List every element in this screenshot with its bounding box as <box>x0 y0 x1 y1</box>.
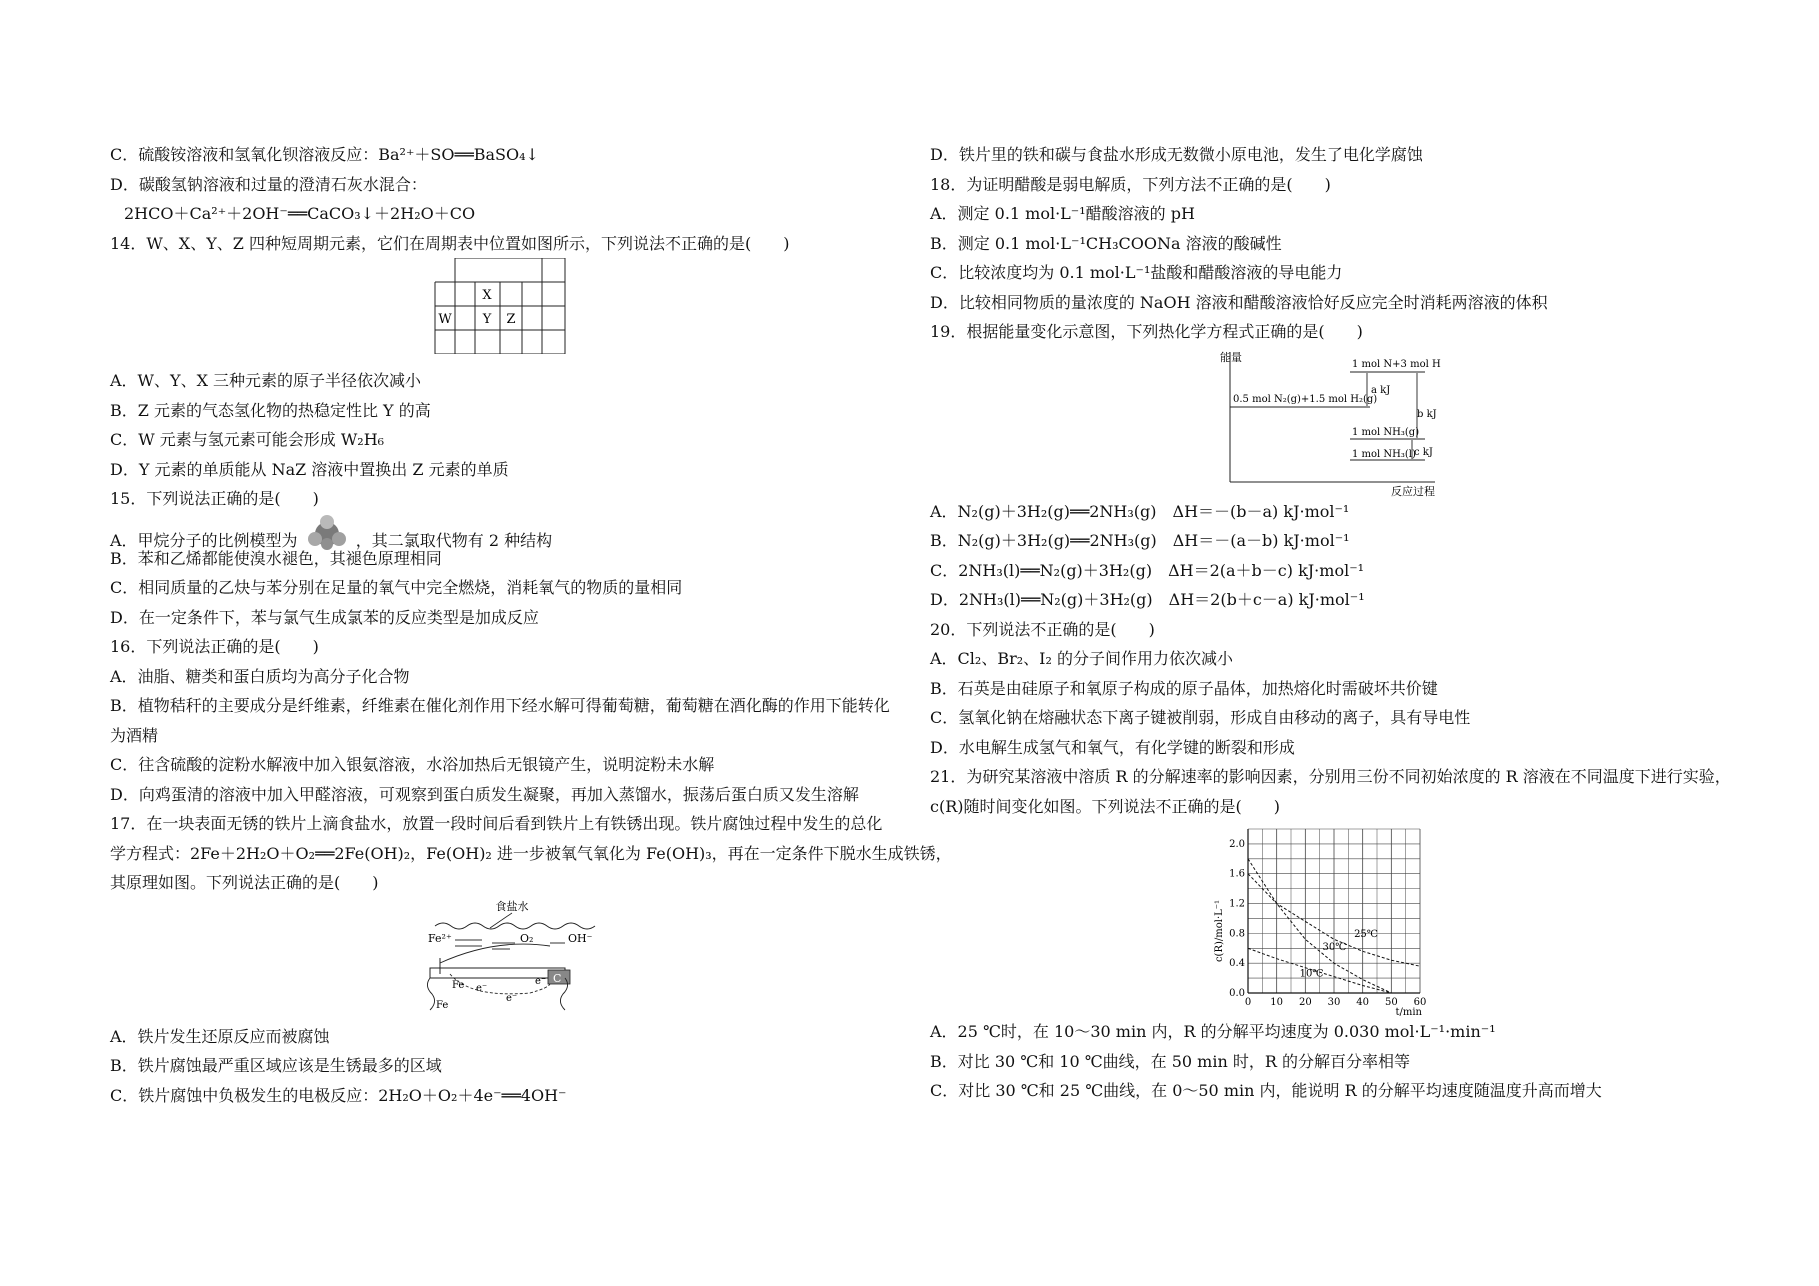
q15-option-a-text: A．甲烷分子的比例模型为 <box>110 530 298 550</box>
electron-label-1: e⁻ <box>476 982 488 994</box>
q17-option-d: D．铁片里的铁和碳与食盐水形成无数微小原电池，发生了电化学腐蚀 <box>930 145 1423 164</box>
q15-option-a-text-end: ，其二氯取代物有 2 种结构 <box>355 530 553 550</box>
q18-option-a: A．测定 0.1 mol·L⁻¹醋酸溶液的 pH <box>930 204 1195 223</box>
q19-energy-diagram <box>930 347 1730 497</box>
q21-concentration-chart <box>930 821 1730 1017</box>
q17-stem-3: 其原理如图。下列说法正确的是( ) <box>110 873 379 892</box>
level-liquid-label: 1 mol NH₃(l) <box>1352 448 1416 460</box>
element-y: Y <box>482 312 492 327</box>
q14-option-d: D．Y 元素的单质能从 NaZ 溶液中置换出 Z 元素的单质 <box>110 459 509 479</box>
level-mid-label: 0.5 mol N₂(g)+1.5 mol H₂(g) <box>1233 393 1378 405</box>
left-column <box>110 140 952 1110</box>
q17-option-a: A．铁片发生还原反应而被腐蚀 <box>110 1026 330 1046</box>
salt-water-label: 食盐水 <box>495 899 529 913</box>
level-gas-label: 1 mol NH₃(g) <box>1352 426 1420 438</box>
q15-option-b: B．苯和乙烯都能使溴水褪色，其褪色原理相同 <box>110 548 442 568</box>
q13-option-d: D．碳酸氢钠溶液和过量的澄清石灰水混合： <box>110 174 427 194</box>
q21-option-c: C．对比 30 ℃和 25 ℃曲线，在 0～50 min 内，能说明 R 的分解平均速度随温度升高而增大 <box>930 1081 1602 1100</box>
oh-label: OH⁻ <box>568 931 593 945</box>
electron-label-3: e⁻ <box>535 975 547 987</box>
concentration-time-chart <box>930 821 1730 1017</box>
x-tick-label: 0 <box>1244 997 1252 1008</box>
y-tick-label: 0.4 <box>1229 958 1245 970</box>
q15-stem: 15．下列说法正确的是( ) <box>110 489 319 508</box>
element-z: Z <box>506 312 516 327</box>
series-label: 25℃ <box>1354 929 1378 941</box>
x-tick-label: 10 <box>1270 997 1284 1008</box>
q19-stem: 19．根据能量变化示意图，下列热化学方程式正确的是( ) <box>930 322 1363 341</box>
electron-label-2: e⁻ <box>506 992 518 1004</box>
y-tick-label: 1.6 <box>1229 868 1245 880</box>
q21-option-b: B．对比 30 ℃和 10 ℃曲线，在 50 min 时，R 的分解百分率相等 <box>930 1051 1410 1071</box>
x-tick-label: 50 <box>1384 997 1398 1008</box>
q18-stem: 18．为证明醋酸是弱电解质，下列方法不正确的是( ) <box>930 174 1331 194</box>
fe2-ion-label: Fe²⁺ <box>428 931 452 945</box>
q14-option-a: A．W、Y、X 三种元素的原子半径依次减小 <box>110 371 422 390</box>
q17-corrosion-figure <box>110 898 910 1016</box>
y-tick-label: 1.2 <box>1229 898 1245 910</box>
y-tick-label: 0.0 <box>1229 988 1245 999</box>
y-tick-label: 0.8 <box>1229 928 1245 940</box>
o2-label: O₂ <box>520 931 534 945</box>
x-tick-label: 20 <box>1298 997 1312 1008</box>
q20-option-b: B．石英是由硅原子和氧原子构成的原子晶体，加热熔化时需破坏共价键 <box>930 678 1438 698</box>
q20-stem: 20．下列说法不正确的是( ) <box>930 619 1155 639</box>
q19-option-c: C．2NH₃(l)══N₂(g)＋3H₂(g) ΔH＝2(a＋b－c) kJ·mol⁻¹ <box>930 560 1365 580</box>
right-column <box>930 140 1730 1106</box>
q16-option-b: B．植物秸秆的主要成分是纤维素，纤维素在催化剂作用下经水解可得葡萄糖，葡萄糖在酒化酶的作用下能转化 <box>110 696 890 715</box>
q21-stem: 21．为研究某溶液中溶质 R 的分解速率的影响因素，分别用三份不同初始浓度的 R 溶液在不同温度下进行实验， <box>930 767 1731 786</box>
q16-option-c: C．往含硫酸的淀粉水解液中加入银氨溶液，水浴加热后无银镜产生，说明淀粉未水解 <box>110 755 715 774</box>
q15-option-d: D．在一定条件下，苯与氯气生成氯苯的反应类型是加成反应 <box>110 607 539 627</box>
q19-option-a: A．N₂(g)＋3H₂(g)══2NH₃(g) ΔH＝－(b－a) kJ·mol⁻¹ <box>930 501 1350 521</box>
q19-option-d: D．2NH₃(l)══N₂(g)＋3H₂(g) ΔH＝2(b＋c－a) kJ·mol⁻¹ <box>930 590 1365 609</box>
q16-option-d: D．向鸡蛋清的溶液中加入甲醛溶液，可观察到蛋白质发生凝聚，再加入蒸馏水，振荡后蛋白质又发生溶解 <box>110 784 859 804</box>
level-top-label: 1 mol N+3 mol H <box>1352 358 1441 370</box>
y-tick-label: 2.0 <box>1229 838 1245 850</box>
corrosion-diagram <box>110 898 910 1016</box>
reaction-process-label: 反应过程 <box>1391 484 1435 497</box>
q21-stem-2: c(R)随时间变化如图。下列说法不正确的是( ) <box>930 796 1280 816</box>
q18-option-c: C．比较浓度均为 0.1 mol·L⁻¹盐酸和醋酸溶液的导电能力 <box>930 263 1343 282</box>
energy-b-label: b kJ <box>1417 408 1437 420</box>
q17-option-c: C．铁片腐蚀中负极发生的电极反应：2H₂O＋O₂＋4e⁻══4OH⁻ <box>110 1085 567 1105</box>
q21-option-a: A．25 ℃时，在 10～30 min 内，R 的分解平均速度为 0.030 mol·L⁻¹·min⁻¹ <box>930 1022 1496 1041</box>
q15-option-a <box>110 514 910 550</box>
q20-option-a: A．Cl₂、Br₂、I₂ 的分子间作用力依次减小 <box>930 649 1233 668</box>
q13-option-d-equation: 2HCO＋Ca²⁺＋2OH⁻══CaCO₃↓＋2H₂O＋CO <box>124 204 476 223</box>
q16-stem: 16．下列说法正确的是( ) <box>110 637 319 656</box>
energy-c-label: c kJ <box>1414 446 1433 458</box>
chart-x-axis-label: t/min <box>1395 1007 1422 1017</box>
energy-level-diagram <box>930 347 1730 497</box>
q14-periodic-table-figure <box>110 258 910 354</box>
fe-label-a: Fe <box>452 979 465 991</box>
q18-option-b: B．测定 0.1 mol·L⁻¹CH₃COONa 溶液的酸碱性 <box>930 233 1282 253</box>
x-tick-label: 60 <box>1413 997 1427 1008</box>
periodic-table-grid <box>110 258 910 354</box>
q19-option-b: B．N₂(g)＋3H₂(g)══2NH₃(g) ΔH＝－(a－b) kJ·mol⁻¹ <box>930 531 1350 550</box>
q18-option-d: D．比较相同物质的量浓度的 NaOH 溶液和醋酸溶液恰好反应完全时消耗两溶液的体积 <box>930 292 1548 312</box>
q17-stem: 17．在一块表面无锈的铁片上滴食盐水，放置一段时间后看到铁片上有铁锈出现。铁片腐蚀过程中发生的总化 <box>110 814 883 833</box>
q15-option-c: C．相同质量的乙炔与苯分别在足量的氧气中完全燃烧，消耗氧气的物质的量相同 <box>110 578 683 597</box>
series-label: 10℃ <box>1299 968 1324 980</box>
energy-axis-label: 能量 <box>1220 350 1242 364</box>
chart-y-axis-label: c(R)/mol·L⁻¹ <box>1214 899 1225 963</box>
fe-label-b: Fe <box>436 999 449 1011</box>
element-w: W <box>438 312 452 327</box>
q16-option-b-cont: 为酒精 <box>110 725 159 745</box>
q17-stem-2: 学方程式：2Fe＋2H₂O＋O₂══2Fe(OH)₂，Fe(OH)₂ 进一步被氧气氧化为 Fe(OH)₃，再在一定条件下脱水生成铁锈， <box>110 843 952 863</box>
q14-option-c: C．W 元素与氢元素可能会形成 W₂H₆ <box>110 430 385 449</box>
q20-option-d: D．水电解生成氢气和氧气，有化学键的断裂和形成 <box>930 737 1295 757</box>
q14-stem: 14．W、X、Y、Z 四种短周期元素，它们在周期表中位置如图所示，下列说法不正确的是( ) <box>110 233 790 253</box>
q13-option-c: C．硫酸铵溶液和氢氧化钡溶液反应：Ba²⁺＋SO══BaSO₄↓ <box>110 145 539 164</box>
element-x: X <box>482 288 492 303</box>
q14-option-b: B．Z 元素的气态氢化物的热稳定性比 Y 的高 <box>110 400 431 420</box>
energy-a-label: a kJ <box>1371 384 1391 396</box>
q20-option-c: C．氢氧化钠在熔融状态下离子键被削弱，形成自由移动的离子，具有导电性 <box>930 708 1471 727</box>
carbon-label: C <box>553 971 562 985</box>
q17-option-b: B．铁片腐蚀最严重区域应该是生锈最多的区域 <box>110 1056 442 1075</box>
x-tick-label: 30 <box>1327 997 1341 1008</box>
q16-option-a: A．油脂、糖类和蛋白质均为高分子化合物 <box>110 666 410 686</box>
x-tick-label: 40 <box>1356 997 1370 1008</box>
series-label: 30℃ <box>1322 941 1347 953</box>
